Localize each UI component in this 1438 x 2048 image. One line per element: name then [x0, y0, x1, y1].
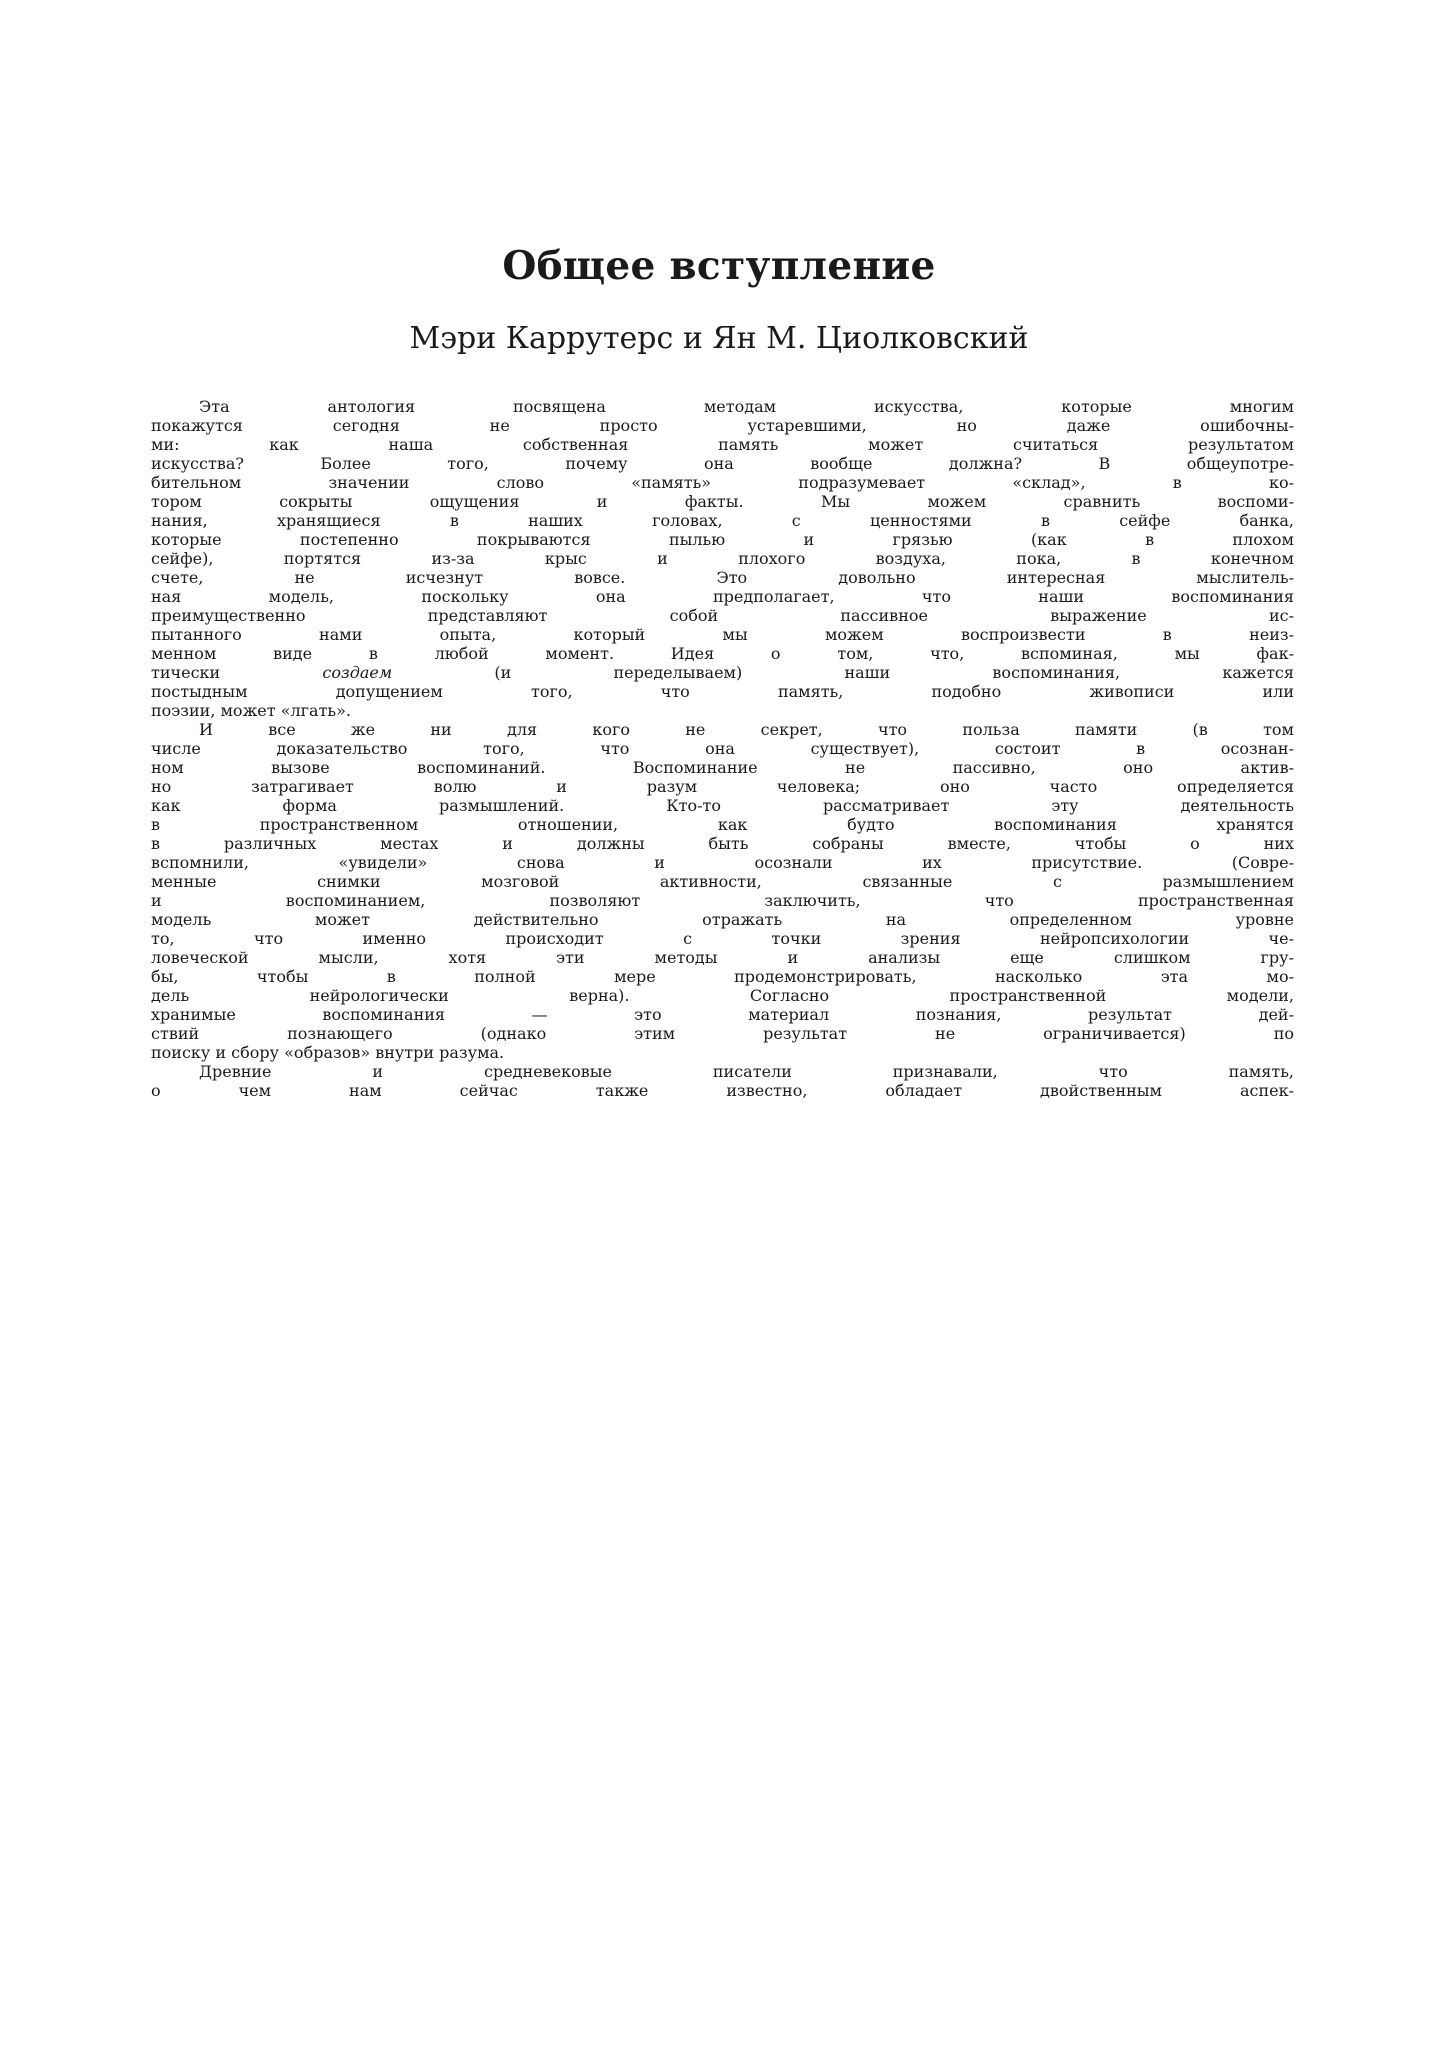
- text-line: покажутся сегодня не просто устаревшими, но даже ошибочны-: [151, 416, 1294, 435]
- authors-line: Мэри Каррутерс и Ян М. Циолковский: [409, 321, 1029, 356]
- text-line: ствий познающего (однако этим результат не ограничивается) по: [151, 1024, 1294, 1043]
- text-line: ловеческой мысли, хотя эти методы и анализы еще слишком гру-: [151, 948, 1294, 967]
- text-line: счете, не исчезнут вовсе. Это довольно интересная мыслитель-: [151, 568, 1294, 587]
- text-line: постыдным допущением того, что память, подобно живописи или: [151, 682, 1294, 701]
- text-line: числе доказательство того, что она существует), состоит в осознан-: [151, 739, 1294, 758]
- text-line: менном виде в любой момент. Идея о том, что, вспоминая, мы фак-: [151, 644, 1294, 663]
- text-line: преимущественно представляют собой пассивное выражение ис-: [151, 606, 1294, 625]
- text-line: но затрагивает волю и разум человека; оно часто определяется: [151, 777, 1294, 796]
- text-line-with-emphasis: [151, 663, 1294, 682]
- text-line: поиску и сбору «образов» внутри разума.: [151, 1043, 505, 1062]
- text-line: сейфе), портятся из-за крыс и плохого воздуха, пока, в конечном: [151, 549, 1294, 568]
- text-fragment: (и переделываем) наши воспоминания, кажется: [494, 663, 1294, 682]
- text-line: поэзии, может «лгать».: [151, 701, 351, 720]
- paragraph-1: [151, 397, 1294, 720]
- text-line: в различных местах и должны быть собраны вместе, чтобы о них: [151, 834, 1294, 853]
- text-line: хранимые воспоминания — это материал познания, результат дей-: [151, 1005, 1294, 1024]
- text-line: ном вызове воспоминаний. Воспоминание не пассивно, оно актив-: [151, 758, 1294, 777]
- text-line: модель может действительно отражать на определенном уровне: [151, 910, 1294, 929]
- text-line: Древние и средневековые писатели признавали, что память,: [199, 1062, 1294, 1081]
- paragraph-3: [151, 1062, 1294, 1100]
- text-line: нания, хранящиеся в наших головах, с ценностями в сейфе банка,: [151, 511, 1294, 530]
- text-line: в пространственном отношении, как будто воспоминания хранятся: [151, 815, 1294, 834]
- text-line: тором сокрыты ощущения и факты. Мы можем сравнить воспоми-: [151, 492, 1294, 511]
- text-line: о чем нам сейчас также известно, обладает двойственным аспек-: [151, 1081, 1294, 1100]
- text-line: искусства? Более того, почему она вообще должна? В общеупотре-: [151, 454, 1294, 473]
- text-line: вспомнили, «увидели» снова и осознали их присутствие. (Совре-: [151, 853, 1294, 872]
- text-line: пытанного нами опыта, который мы можем воспроизвести в неиз-: [151, 625, 1294, 644]
- emphasized-word: создаем: [322, 663, 393, 682]
- text-line: и воспоминанием, позволяют заключить, что пространственная: [151, 891, 1294, 910]
- paragraph-2: [151, 720, 1294, 1062]
- text-line: как форма размышлений. Кто-то рассматривает эту деятельность: [151, 796, 1294, 815]
- text-line: ми: как наша собственная память может считаться результатом: [151, 435, 1294, 454]
- text-fragment: тически: [151, 663, 221, 682]
- text-line: ная модель, поскольку она предполагает, что наши воспоминания: [151, 587, 1294, 606]
- text-line: Эта антология посвящена методам искусства, которые многим: [199, 397, 1294, 416]
- text-line: менные снимки мозговой активности, связанные с размышлением: [151, 872, 1294, 891]
- text-line: бы, чтобы в полной мере продемонстрировать, насколько эта мо-: [151, 967, 1294, 986]
- text-line: то, что именно происходит с точки зрения нейропсихологии че-: [151, 929, 1294, 948]
- text-line: дель нейрологически верна). Согласно пространственной модели,: [151, 986, 1294, 1005]
- text-line: бительном значении слово «память» подразумевает «склад», в ко-: [151, 473, 1294, 492]
- page-title: Общее вступление: [502, 243, 936, 289]
- body-text: [151, 397, 1294, 1100]
- text-line: И все же ни для кого не секрет, что польза памяти (в том: [199, 720, 1294, 739]
- text-line: которые постепенно покрываются пылью и грязью (как в плохом: [151, 530, 1294, 549]
